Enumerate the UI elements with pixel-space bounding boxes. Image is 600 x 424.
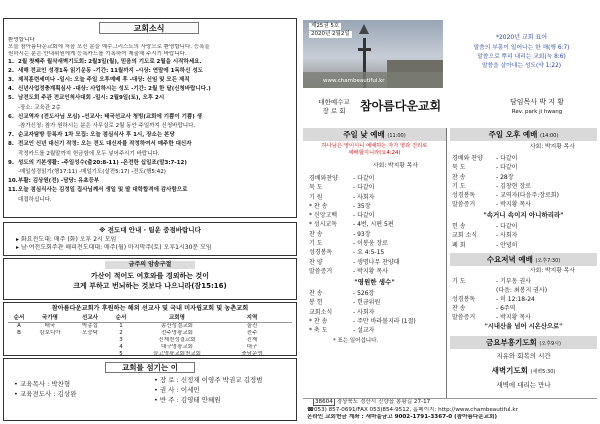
order-row (309, 220, 444, 229)
order-row (452, 200, 595, 209)
news-list (8, 58, 294, 205)
motto-line: 말씀으로 뿌리 내리는 교회(눅 8:6) (477, 53, 566, 60)
order-value: - 사회자 (353, 193, 375, 201)
news-item-text: 오늘 점심식사는 김정일 집사님께서 생일 및 딸 대학합격에 감사함으로 (18, 187, 188, 194)
footer-phone[interactable]: ☎053) 857-0691/FAX 053)854-9512, 홈페이지: http://www.chambeautiful.kr (307, 406, 518, 413)
missions-cell: 2 (119, 330, 123, 337)
order-row (309, 174, 444, 183)
missions-cell: 캄보디아 (39, 330, 61, 337)
news-item (8, 113, 294, 122)
order-row (452, 163, 595, 172)
evangelism-title: ※ 전도대 안내 · 팀운 중점바랍니다 (99, 226, 201, 234)
missions-cell (8, 337, 30, 344)
missions-cell: 전주 (246, 330, 258, 337)
website-url[interactable]: www.chambeautiful.kr (323, 78, 385, 84)
footer-address: 38604 경상북도 경산시 진량읍 봉황길 27-17 (315, 399, 431, 405)
missions-row (8, 330, 292, 337)
news-item (8, 85, 294, 94)
order-value: - 사회자 (496, 232, 518, 240)
order-row (309, 230, 444, 239)
news-item-number (8, 168, 18, 177)
staff-item: • 교육목사 : 박찬형 (14, 380, 71, 388)
order-row (452, 295, 595, 304)
order-value: - 다같이 (496, 223, 518, 230)
news-item-text: 순교자탐방 등록자 1차 모집: 오늘 점심식사 후 1시, 장소는 본당 (18, 132, 175, 139)
news-item (8, 186, 294, 195)
order-value: - 다같이 (496, 155, 518, 162)
intro-line: 오늘 참아름다운교회에 처음 오신 분을 예수그리스도의 사랑으로 환영합니다. 등록을 (8, 43, 210, 50)
missions-cell: 오승탁 (82, 330, 98, 337)
missions-cell: 충남운영 (241, 351, 263, 358)
order-label: * 찬 송 (309, 202, 328, 210)
news-item (8, 196, 294, 205)
order-value: - 교역자(다음주:장로회) (496, 192, 559, 200)
news-item-text: 제직훈련세미나 -일시: 오늘 주일 오후예배 후 -대상: 신임 및 모든 제직 (18, 77, 190, 84)
order-row (309, 183, 444, 192)
wednesday-title: 수요저녁 예배 (오후7:30) (450, 253, 597, 266)
missions-title: 참아름다운교회가 후원하는 해외 선교사 및 국내 미자립교회 및 농촌교회 (51, 305, 249, 312)
sunday-am-title: 주일 낮 예배 (11:00) (303, 128, 446, 141)
missions-header-cell: 교회명 (169, 314, 185, 321)
order-value: - 김창현 장로 (496, 182, 531, 190)
missions-table (8, 315, 292, 359)
news-item (8, 94, 294, 103)
issue-label: 제25권 5호 (311, 23, 340, 29)
order-row (452, 154, 595, 163)
sunday-pm-title: 주일 오후 예배 (14:00) (450, 128, 597, 141)
order-label: 말씀증거 (309, 267, 333, 275)
order-value: - 28장 (496, 173, 514, 181)
news-item-text: 신년사업정충계획심사 -대상: 사업하시는 성도 -기간: 2월 한 달(신청바랍니다.) (18, 86, 211, 93)
verse-title: 금주의 암송구절 (105, 261, 195, 269)
missions-row (8, 344, 292, 351)
pastor-name: 담임목사 박 지 황 (509, 98, 564, 106)
order-label: 기 도 (452, 182, 466, 190)
missions-cell: 울진 (246, 323, 258, 330)
order-row (452, 191, 595, 200)
news-item-number: 6. (8, 113, 14, 120)
footer-bank: 온라인 교회헌금 계좌 : 새마을금고 9002-1791-3367-0 (참아름다운교회) (307, 414, 498, 420)
news-item-number (8, 150, 18, 159)
order-row (452, 304, 595, 313)
news-item (8, 122, 294, 131)
missions-cell: 5 (119, 351, 123, 358)
verse-line: 가산이 적어도 여호와를 경외하는 것이 (91, 271, 209, 280)
news-item-text: 남전도회 주관 전교인척사대회 -일시: 2월9일(토), 오후 2시 (18, 95, 165, 102)
missions-cell (30, 337, 70, 344)
staff-item: • 권 사 : 이세민 (154, 386, 200, 394)
missions-header-row (8, 315, 292, 324)
wed-leader: 사회: 박지황 목사 (530, 268, 575, 274)
order-label: 말씀증거 (452, 314, 476, 321)
order-value: - 박지황 목사 (496, 314, 531, 321)
order-value: - 다같이 (353, 175, 375, 182)
order-label: * 축 도 (309, 327, 328, 335)
order-label: 폐 회 (452, 241, 466, 249)
order-row (309, 211, 444, 220)
missions-box (3, 302, 297, 356)
missions-header-cell: 선교사 (82, 314, 98, 321)
order-label: 찬 양 (309, 258, 323, 266)
motto-line: 말씀을 살아내는 성도(약 1:22) (481, 62, 562, 69)
order-value: - 6주역 (496, 305, 516, 312)
order-row (309, 267, 444, 276)
news-item-text: 전교인 신년 대신기 작정: 오는 전도 대신자를 작정하여서 매주한 대신자 (18, 141, 192, 148)
am-sermon: "영원한 생수" (354, 278, 395, 286)
order-row (309, 326, 444, 335)
order-value: - 다같이 (496, 164, 518, 172)
missions-cell: A (17, 323, 21, 330)
order-label: 기 원 (309, 193, 323, 201)
order-value: - 526장 (353, 290, 375, 297)
wed-sermon: "시내산을 넘어 시온산으로" (484, 323, 563, 330)
news-item-number: 8. (8, 141, 14, 148)
missions-row (8, 323, 292, 330)
verse-line: 크게 부하고 번뇌하는 것보다 나으니라(잠15:16) (73, 282, 227, 291)
order-label: 기 도 (309, 240, 323, 248)
order-label: 봉 헌 (309, 299, 323, 307)
order-row (309, 248, 444, 257)
order-value: - 기부동 권사 (496, 278, 531, 285)
news-item-number: 11. (8, 187, 18, 194)
order-label: 찬 송 (452, 173, 466, 181)
news-item-number: 7. (8, 132, 14, 139)
wed-order-list (452, 277, 595, 322)
staff-item: • 장 로 : 신정재 이영주 박권교 김정범 (154, 376, 263, 384)
denomination: 대한예수교 장 로 회 (318, 98, 350, 115)
order-value: - 생명나무 찬양대 (353, 258, 400, 266)
missions-cell (70, 344, 110, 351)
order-row (309, 317, 444, 326)
missions-cell: 3 (119, 337, 123, 344)
missions-cell: 진제 (246, 337, 258, 344)
order-value: - 93장 (353, 230, 371, 238)
news-item-number (8, 122, 18, 131)
memory-verse-box (3, 258, 297, 300)
news-item (8, 76, 294, 85)
sunday-am-box (303, 128, 447, 398)
order-value: - 다같이 (353, 212, 375, 220)
news-item-text: 새해 전교인 성경1독 읽기운동 -기간: 11월까지 -시상: 연말에 1독하신 성도 (18, 67, 203, 74)
order-row (452, 222, 595, 231)
order-value: - 설교자 (353, 327, 375, 335)
news-item (8, 140, 294, 149)
missions-cell: 송산성결교회 (161, 323, 193, 330)
missions-header-cell: 국가명 (42, 314, 58, 321)
missions-cell: B (17, 330, 21, 337)
missions-row (8, 337, 292, 344)
news-item (8, 159, 294, 168)
evangelism-line: ▸ 남·여전도회주관 해피전도대대: 매주(월) 마지막주(토) 오후1시30분 모임 (16, 243, 212, 251)
dawn-title: 새벽기도회 (새벽5:30) (450, 364, 597, 377)
missions-cell: 전주영광교회 (161, 330, 193, 337)
order-label: * 찬 송 (309, 317, 328, 325)
news-item (8, 104, 294, 113)
order-row (452, 241, 595, 250)
motto-title: *2020년 교회 표어 (495, 34, 548, 41)
order-label: 찬 송 (452, 305, 466, 312)
am-leader: 사회: 박지황 목사 (373, 163, 418, 169)
news-item-text: 대접하십니다. (18, 196, 52, 203)
news-item-number: 10. (8, 178, 18, 185)
news-item-text: 작정카드를 2월말까지 헌금함에 모두 넣어주시기 바랍니다. (18, 150, 160, 157)
church-news-box (3, 18, 297, 218)
news-item-text: -참가신청: 참가 원하시는 분은 사무실로 2월 동안 주일까지 신청바랍니다. (18, 123, 196, 130)
order-row (309, 308, 444, 317)
order-label: 묵 도 (309, 184, 323, 192)
evangelism-box (3, 222, 297, 256)
issue-date: 2020년 2월2일 (311, 31, 350, 37)
order-value: - 4번, 시편 5편 (353, 221, 394, 229)
missions-cell: 1 (119, 323, 123, 330)
am-footnote: * 표는 일어섭니다. (333, 338, 379, 344)
church-news-title: 교회소식 (99, 22, 199, 34)
am-notice: 하나님은 영이시니 예배하는 자가 영과 진리로 예배할지니라(요4:24) (321, 143, 428, 156)
missions-cell (30, 344, 70, 351)
news-item (8, 131, 294, 140)
order-label: 성경봉독 (452, 192, 476, 200)
friday-title: 금요부흥기도회 (오후9시) (450, 336, 597, 349)
missions-cell: 대구 (246, 344, 258, 351)
order-value: - 요 4:5-15 (353, 249, 385, 257)
order-label: 기 도 (452, 278, 466, 285)
missions-cell: 박종섭 (82, 323, 98, 330)
pm-order-list-2 (452, 222, 595, 250)
news-item-text: -매일성경읽기(행17:11) -매일기도(살전5:17) -전도(행5:42) (18, 169, 166, 176)
missions-cell: 진제천성결교회 (158, 337, 196, 344)
missions-cell: 태국 (44, 323, 56, 330)
news-item (8, 58, 294, 67)
missions-cell: 대구영광교회 (161, 344, 193, 351)
news-item-number: 1. (8, 58, 14, 65)
staff-item: • 반 주 : 김영태 안혜원 (154, 396, 221, 404)
news-item-number: 3. (8, 77, 14, 84)
news-item-number: 4. (8, 86, 14, 93)
pm-leader: 사회: 박지황 목사 (530, 144, 575, 150)
church-name: 참아름다운교회 (360, 99, 442, 113)
news-item-text: 신교역자 (전도사님 모심) -선교사: 태국선교사 청빙(교회에 기쁨이 기쁨) 생 (18, 113, 202, 120)
order-value: - 히 12:18-24 (496, 296, 535, 303)
order-row (309, 289, 444, 298)
order-row (309, 258, 444, 267)
motto-box (446, 20, 597, 88)
pm-sermon: "속거니 속이지 아니하리라" (483, 211, 564, 219)
staff-title: 교회를 섬기는 이 (105, 362, 195, 373)
order-label: 헌 송 (452, 223, 466, 230)
missions-header-cell: 지역 (246, 314, 258, 321)
news-item-text: 부활: 김상원(전) -담당: 유초등부 (18, 178, 100, 185)
order-label: 성경봉독 (452, 296, 476, 303)
am-order-list (309, 174, 444, 276)
order-label: * 신앙고백 (309, 212, 338, 220)
news-item (8, 150, 294, 159)
am-order-list-2 (309, 289, 444, 335)
missions-cell (8, 344, 30, 351)
order-label: 찬 송 (309, 290, 323, 297)
order-value: - 박지황 목사 (496, 201, 531, 209)
news-item-number (8, 104, 18, 113)
order-label: 경배와찬양 (309, 175, 338, 182)
motto-line: 말씀의 부흥이 일어나는 한 해(행 6:7) (473, 44, 570, 51)
missions-cell (70, 337, 110, 344)
news-item-number (8, 196, 18, 205)
evangelism-line: ▸ 화요전도대: 매주 (화) 오후 2시 모임 (16, 236, 117, 244)
order-label: * 성시교독 (309, 221, 338, 229)
order-row (309, 298, 444, 307)
staff-box (3, 358, 297, 421)
missions-cell: 늘고영광교회천교회 (153, 351, 201, 358)
order-value: - 다같이 (353, 184, 375, 192)
order-row (452, 277, 595, 286)
footer (303, 398, 597, 422)
order-row (309, 193, 444, 202)
news-item-text: 성도의 기본생활: -주일성수(출20:8-11) -온전한 십일조(말3:7-12) (18, 159, 187, 166)
order-label: 말씀증거 (452, 201, 476, 209)
order-row (452, 286, 595, 295)
order-row (309, 202, 444, 211)
order-label: 교회소식 (309, 308, 333, 316)
order-value: (다음: 최봉지 권사) (496, 287, 548, 294)
pm-order-list (452, 154, 595, 210)
news-item-number: 9. (8, 159, 14, 166)
order-value: - 35장 (353, 202, 371, 210)
order-value: - 이봉웅 장로 (353, 240, 388, 248)
news-item (8, 168, 294, 177)
missions-header-cell: 순서 (13, 314, 25, 321)
news-item (8, 177, 294, 186)
dawn-line: 새벽에 대리는 만나 (496, 381, 551, 389)
order-value: - 사회자 (353, 308, 375, 316)
pastor-name-en: Rev. park ji hwang (511, 109, 563, 115)
order-value: - 박지황 목사 (353, 267, 388, 275)
order-row (452, 313, 595, 322)
header-photo (303, 20, 443, 88)
staff-item: • 교육전도사 : 김상완 (14, 390, 77, 398)
friday-line: 지유와 회복의 시간 (496, 352, 551, 360)
news-item (8, 67, 294, 76)
order-label: 교회 소식 (452, 232, 478, 240)
news-item-text: -장소: 교육관 2층 (18, 104, 61, 111)
news-item-text: 2월 첫째주 월삭새벽기도회: 2월3일(월), 믿음의 기도로 2월을 시작하세요. (18, 58, 202, 65)
intro-line: 원하시는 분은 안내위원에게 등록카드를 기록하여 제출해 주시기 바랍니다. (8, 50, 187, 57)
order-value: - 안녕히 (496, 241, 518, 249)
order-label: 찬 송 (309, 230, 323, 238)
order-label (452, 286, 496, 295)
order-row (452, 182, 595, 191)
missions-header-cell: 순서 (115, 314, 127, 321)
news-item-number: 5. (8, 95, 14, 102)
missions-cell: 4 (119, 344, 123, 351)
order-row (452, 231, 595, 240)
order-value: - 주만 바라볼지라 (1절) (353, 317, 416, 325)
order-label: 성경봉독 (309, 249, 333, 257)
greeting: 환영합니다 (8, 37, 35, 43)
order-row (309, 239, 444, 248)
order-row (452, 173, 595, 182)
order-label: 경배와 찬양 (452, 155, 483, 162)
news-item-number: 2. (8, 67, 14, 74)
order-value: - 헌금위원 (353, 299, 381, 307)
order-label: 묵 도 (452, 164, 466, 172)
